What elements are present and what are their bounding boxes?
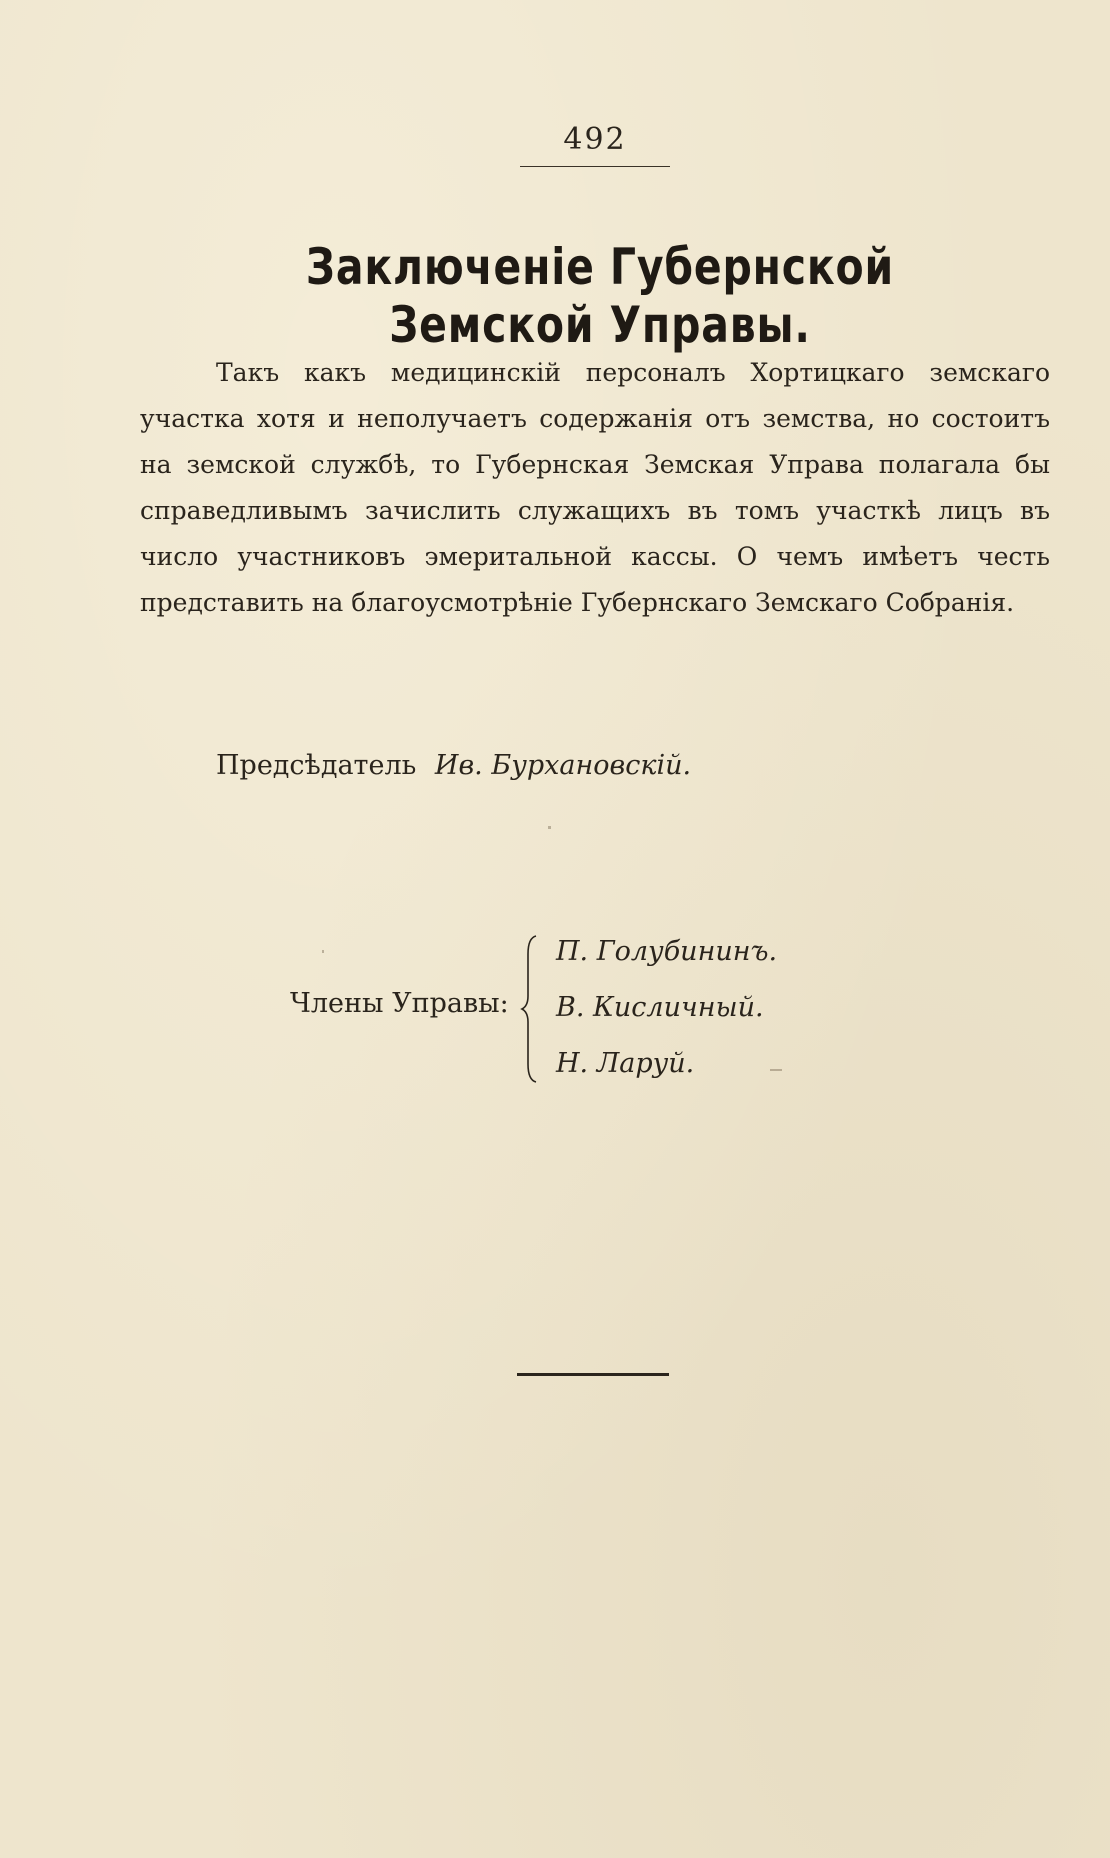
body-text: [140, 350, 1050, 626]
paper-speck: [548, 826, 551, 829]
chairman-signature: [216, 750, 691, 781]
members-brace: [520, 934, 540, 1084]
chairman-name: Ив. Бурхановскiй.: [434, 750, 692, 781]
members-label: Члены Управы:: [290, 988, 509, 1019]
member-name: Н. Ларуй.: [556, 1048, 695, 1079]
page-number-rule: [520, 166, 670, 167]
paper-speck: [770, 1069, 782, 1071]
end-rule: [517, 1373, 669, 1376]
member-name: В. Кисличный.: [556, 992, 764, 1023]
paper-speck: [322, 950, 324, 953]
member-name: П. Голубининъ.: [556, 936, 778, 967]
chairman-label: Предсѣдатель: [216, 750, 417, 781]
body-paragraph: Такъ какъ медицинскiй персоналъ Хортицкаго земскаго участка хотя и неполучаетъ содержанiя отъ земства, но состоитъ на земской службѣ, то Губернская Земская Управа полагала бы справедливымъ зачислить служащихъ въ томъ участкѣ лицъ въ число участниковъ эмеритальной кассы. О чемъ имѣетъ честь представить на благоусмотрѣнiе Губернскаго Земскаго Собранiя.: [140, 358, 1050, 617]
page-title: Заключенiе Губернской Земской Управы.: [305, 238, 895, 354]
page-number: 492: [563, 122, 627, 157]
